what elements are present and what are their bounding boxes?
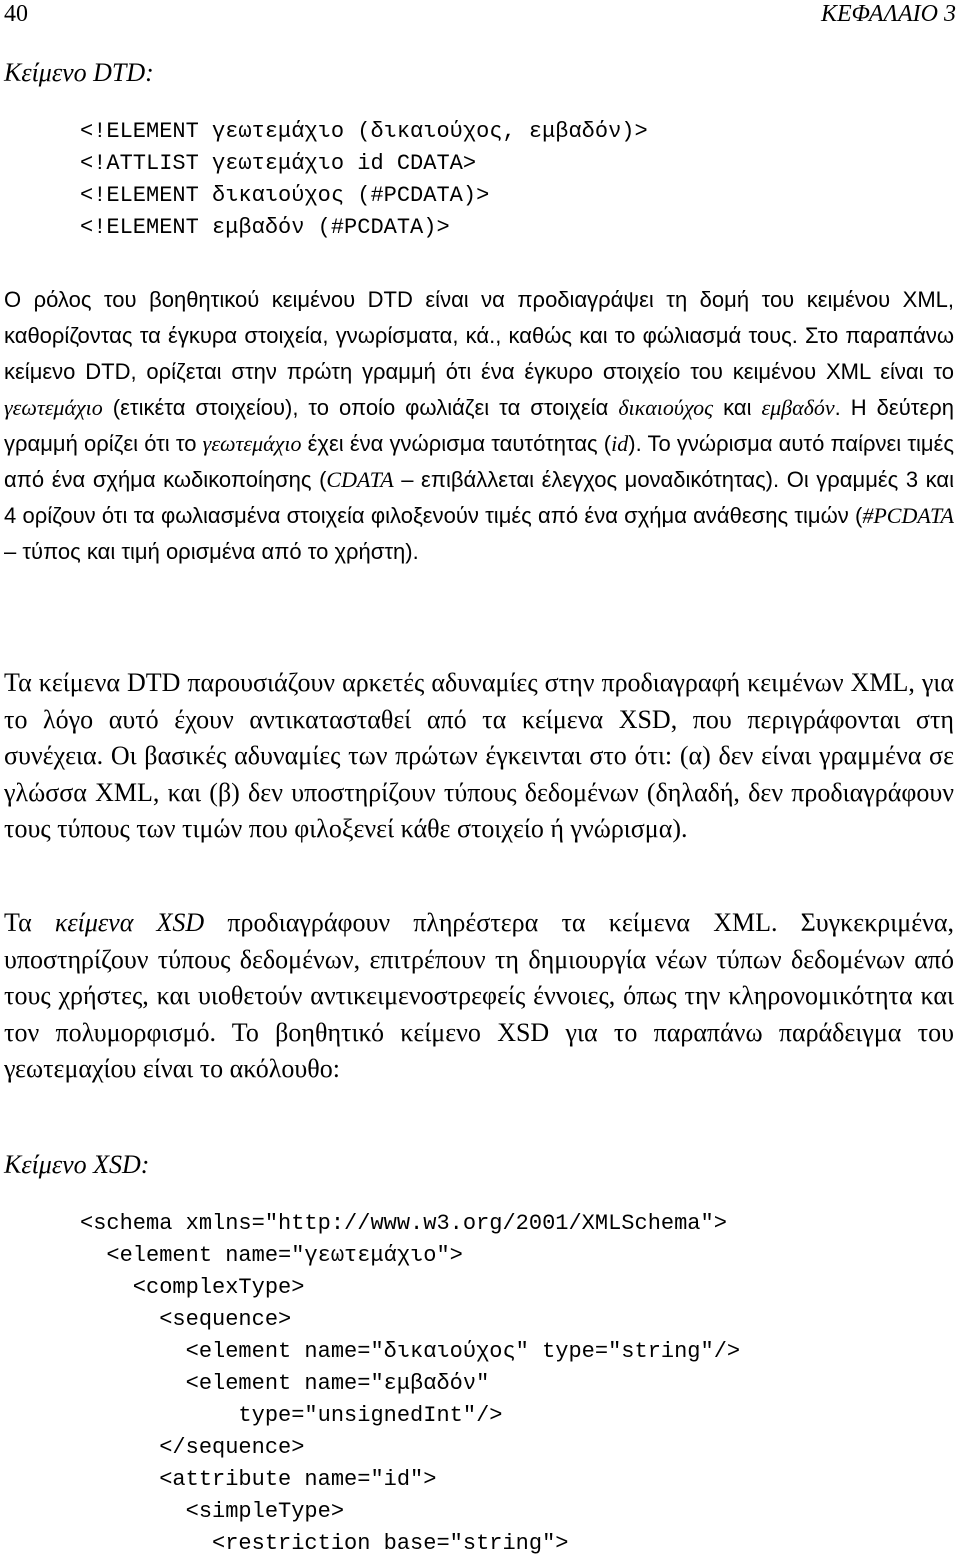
chapter-title: ΚΕΦΑΛΑΙΟ 3 <box>820 1 956 27</box>
text-run: έχει ένα γνώρισμα ταυτότητας ( <box>301 431 612 456</box>
dtd-label: Κείμενο DTD: <box>4 58 154 87</box>
text-run: – επιβάλλεται έλεγχος μοναδικότητας). Οι γραμμές 3 και 4 ορίζουν ότι τα φωλιασμένα στοιχεία φιλοξενούν τιμές από ένα σχήμα ανάθεσης τιμών ( <box>4 467 955 528</box>
code-line: <attribute name="id"> <box>80 1467 437 1492</box>
italic-term: #PCDATA <box>862 503 954 528</box>
italic-term: κείμενα XSD <box>54 908 205 937</box>
text-run: . Η δεύτερη γραμμή ορίζει ότι το <box>4 395 954 456</box>
italic-term: γεωτεμάχιο <box>4 395 103 420</box>
italic-term: id <box>611 431 629 456</box>
text-run: ). Το γνώρισμα αυτό παίρνει τιμές από ένα σχήμα κωδικοποίησης ( <box>4 431 954 492</box>
code-line: <!ELEMENT δικαιούχος (#PCDATA)> <box>80 183 490 208</box>
paragraph-dtd-role <box>4 282 954 570</box>
code-line: <complexType> <box>80 1275 305 1300</box>
code-line: <schema xmlns="http://www.w3.org/2001/XMLSchema"> <box>80 1211 727 1236</box>
text-run: (ετικέτα στοιχείου), το οποίο φωλιάζει τα στοιχεία <box>102 395 619 420</box>
code-line: </sequence> <box>80 1435 305 1460</box>
code-line: <element name="δικαιούχος" type="string"/> <box>80 1339 741 1364</box>
code-line: <element name="εμβαδόν" <box>80 1371 490 1396</box>
code-line: <!ATTLIST γεωτεμάχιο id CDATA> <box>80 151 477 176</box>
italic-term: εμβαδόν <box>761 395 835 420</box>
italic-term: CDATA <box>326 467 394 492</box>
dtd-code-block <box>80 116 648 244</box>
code-line: <restriction base="string"> <box>80 1531 569 1556</box>
code-line: <element name="γεωτεμάχιο"> <box>80 1243 463 1268</box>
code-line: <!ELEMENT γεωτεμάχιο (δικαιούχος, εμβαδόν)> <box>80 119 648 144</box>
code-line: <simpleType> <box>80 1499 345 1524</box>
xsd-label: Κείμενο XSD: <box>4 1150 150 1179</box>
page-number: 40 <box>4 1 28 27</box>
text-run: – τύπος και τιμή ορισμένα από το χρήστη). <box>4 539 419 564</box>
paragraph-xsd-intro <box>4 905 954 1088</box>
text-run: προδιαγράφουν πληρέστερα τα κείμενα XML. Συγκεκριμένα, υποστηρίζουν τύπους δεδομένων, επιτρέπουν τη δημιουργία νέων τύπων δεδομένων από τους χρήστες, και υιοθετούν αντικειμενοστρεφείς έννοιες, όπως την κληρονομικότητα και τον πολυμορφισμό. Το βοηθητικό κείμενο XSD για το παραπάνω παράδειγμα του γεωτεμαχίου είναι το ακόλουθο: <box>4 908 954 1083</box>
text-run: Τα <box>4 908 55 937</box>
code-line: <sequence> <box>80 1307 292 1332</box>
code-line: <!ELEMENT εμβαδόν (#PCDATA)> <box>80 215 450 240</box>
italic-term: δικαιούχος <box>618 395 714 420</box>
paragraph-dtd-weaknesses: Τα κείμενα DTD παρουσιάζουν αρκετές αδυναμίες στην προδιαγραφή κειμένων XML, για το λόγο αυτό έχουν αντικατασταθεί από τα κείμενα XSD, που περιγράφονται στη συνέχεια. Οι βασικές αδυναμίες των πρώτων έγκεινται στο ότι: (α) δεν είναι γραμμένα σε γλώσσα XML, και (β) δεν υποστηρίζουν τύπους δεδομένων (δηλαδή, δεν προδιαγράφουν τους τύπους των τιμών που φιλοξενεί κάθε στοιχείο ή γνώρισμα). <box>4 668 954 843</box>
xsd-code-block <box>80 1208 740 1560</box>
text-run: Ο ρόλος του βοηθητικού κειμένου DTD είναι να προδιαγράψει τη δομή του κειμένου XML, καθορίζοντας τα έγκυρα στοιχεία, γνωρίσματα, κά., καθώς και το φώλιασμά τους. Στο παραπάνω κείμενο DTD, ορίζεται στην πρώτη γραμμή ότι ένα έγκυρο στοιχείο του κειμένου XML είναι το <box>4 287 954 384</box>
italic-term: γεωτεμάχιο <box>202 431 302 456</box>
text-run: και <box>713 395 762 420</box>
code-line: type="unsignedInt"/> <box>80 1403 503 1428</box>
